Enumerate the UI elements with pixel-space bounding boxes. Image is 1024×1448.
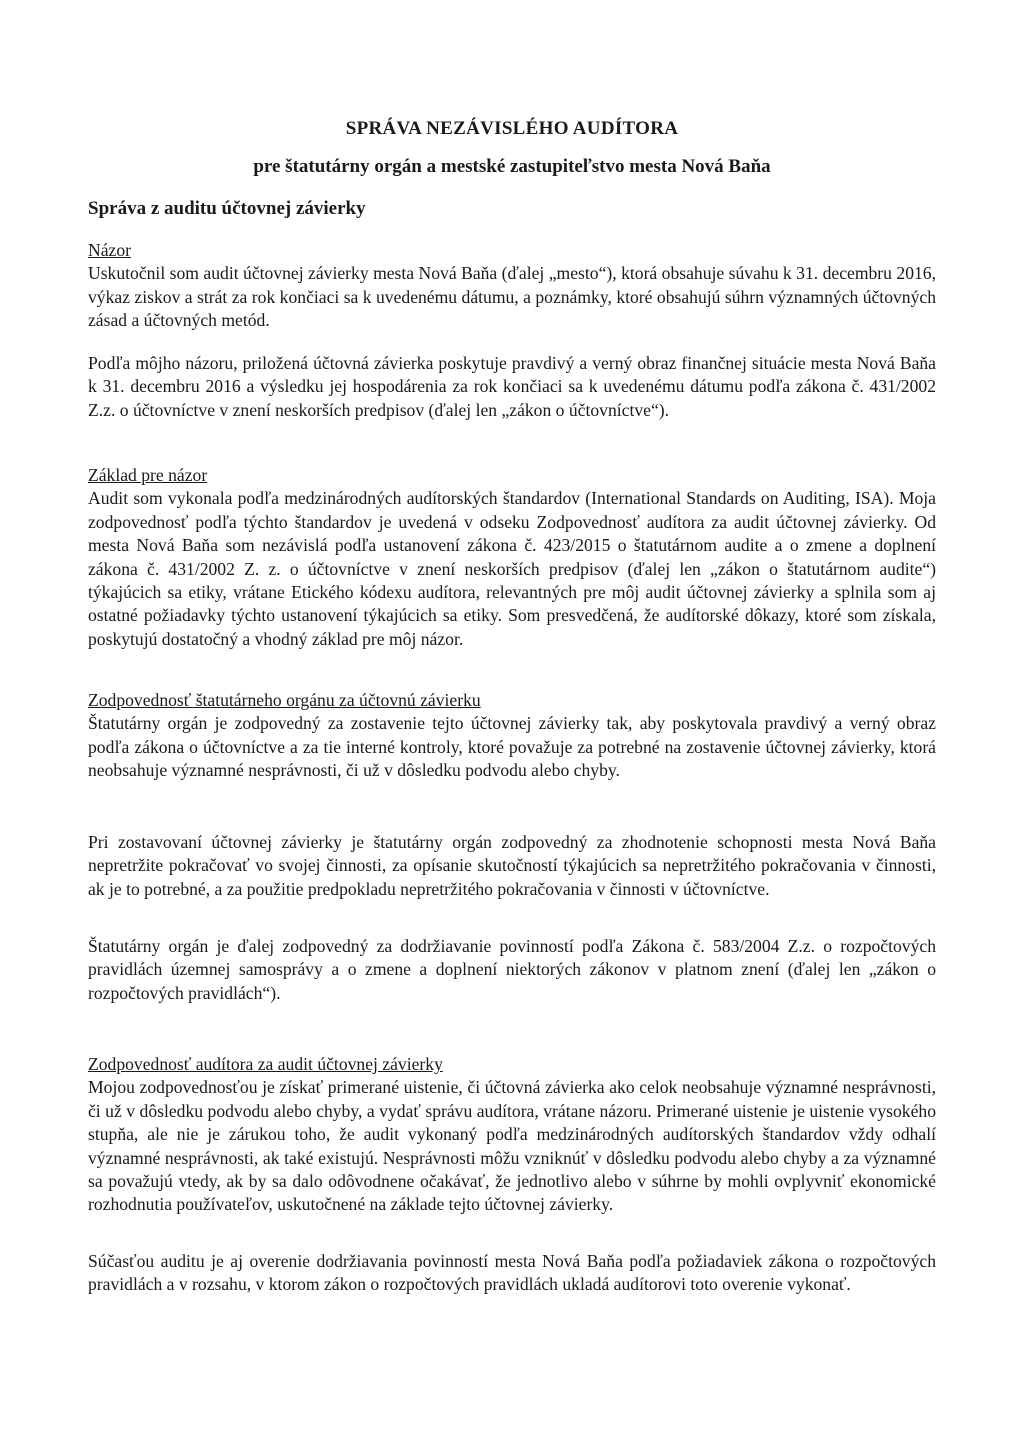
- opinion-heading: Názor: [88, 240, 131, 260]
- management-responsibility-paragraph-3: Štatutárny orgán je ďalej zodpovedný za dodržiavanie povinností podľa Zákona č. 583/2004 Z.z. o rozpočtových pravidlách územnej samosprávy a o zmene a doplnení niektorých zákonov v platnom znení (ďalej len „zákon o rozpočtových pravidlách“).: [88, 936, 936, 1003]
- auditor-responsibility-paragraph-1: Mojou zodpovednosťou je získať primerané uistenie, či účtovná závierka ako celok neobsahuje významné nesprávnosti, či už v dôsledku podvodu alebo chyby, a vydať správu audítora, vrátane názoru. Primerané uistenie je uistenie vysokého stupňa, ale nie je zárukou toho, že audit vykonaný podľa medzinárodných audítorských štandardov vždy odhalí významné nesprávnosti, ak také existujú. Nesprávnosti môžu vzniknúť v dôsledku podvodu alebo chyby a za významné sa považujú vtedy, ak by sa dalo odôvodnene očakávať, že jednotlivo alebo v súhrne by mohli ovplyvniť ekonomické rozhodnutia používateľov, uskutočnené na základe tejto účtovnej závierky.: [88, 1077, 936, 1215]
- opinion-paragraph-2-block: [88, 352, 936, 422]
- opinion-section: [88, 239, 936, 333]
- basis-heading: Základ pre názor: [88, 465, 208, 485]
- management-responsibility-section: [88, 689, 936, 783]
- auditor-responsibility-paragraph-2-block: [88, 1250, 936, 1297]
- opinion-paragraph-2: Podľa môjho názoru, priložená účtovná závierka poskytuje pravdivý a verný obraz finančnej situácie mesta Nová Baňa k 31. decembru 2016 a výsledku jej hospodárenia za rok končiaci sa k uvedenému dátumu podľa zákona č. 431/2002 Z.z. o účtovníctve v znení neskorších predpisov (ďalej len „zákon o účtovníctve“).: [88, 353, 936, 420]
- auditor-responsibility-paragraph-2: Súčasťou auditu je aj overenie dodržiavania povinností mesta Nová Baňa podľa požiadaviek zákona o rozpočtových pravidlách a v rozsahu, v ktorom zákon o rozpočtových pravidlách ukladá audítorovi toto overenie vykonať.: [88, 1251, 936, 1295]
- report-title: SPRÁVA NEZÁVISLÉHO AUDÍTORA: [345, 118, 679, 139]
- basis-paragraph-1: Audit som vykonala podľa medzinárodných audítorských štandardov (International Standards on Auditing, ISA). Moja zodpovednosť podľa týchto štandardov je uvedená v odseku Zodpovednosť audítora za audit účtovnej závierky. Od mesta Nová Baňa som nezávislá podľa ustanovení zákona č. 423/2015 o štatutárnom audite a o zmene a doplnení zákona č. 431/2002 Z. z. o účtovníctve v znení neskorších predpisov (ďalej len „zákon o štatutárnom audite“) týkajúcich sa etiky, vrátane Etického kódexu audítora, relevantných pre môj audit účtovnej závierky a splnila som aj ostatné požiadavky týchto ustanovení týkajúcich sa etiky. Som presvedčená, že audítorské dôkazy, ktoré som získala, poskytujú dostatočný a vhodný základ pre môj názor.: [88, 488, 936, 649]
- management-responsibility-paragraph-2: Pri zostavovaní účtovnej závierky je štatutárny orgán zodpovedný za zhodnotenie schopnosti mesta Nová Baňa nepretržite pokračovať vo svojej činnosti, za opísanie skutočností týkajúcich sa nepretržitého pokračovania v činnosti, ak je to potrebné, a za použitie predpokladu nepretržitého pokračovania v činnosti v účtovníctve.: [88, 832, 936, 899]
- management-responsibility-heading: Zodpovednosť štatutárneho orgánu za účtovnú závierku: [88, 690, 481, 710]
- management-responsibility-paragraph-1: Štatutárny orgán je zodpovedný za zostavenie tejto účtovnej závierky tak, aby poskytovala pravdivý a verný obraz podľa zákona o účtovníctve a za tie interné kontroly, ktoré považuje za potrebné na zostavenie účtovnej závierky, ktorá neobsahuje významné nesprávnosti, či už v dôsledku podvodu alebo chyby.: [88, 713, 936, 781]
- basis-section: [88, 464, 936, 651]
- management-responsibility-paragraph-2-block: [88, 831, 936, 901]
- section-title: Správa z auditu účtovnej závierky: [88, 198, 366, 219]
- management-responsibility-paragraph-3-block: [88, 935, 936, 1005]
- auditor-responsibility-heading: Zodpovednosť audítora za audit účtovnej závierky: [88, 1054, 443, 1074]
- opinion-paragraph-1: Uskutočnil som audit účtovnej závierky mesta Nová Baňa (ďalej „mesto“), ktorá obsahuje súvahu k 31. decembru 2016, výkaz ziskov a strát za rok končiaci sa k uvedenému dátumu, a poznámky, ktoré obsahujú súhrn významných účtovných zásad a účtovných metód.: [88, 263, 936, 331]
- report-subtitle: pre štatutárny orgán a mestské zastupiteľstvo mesta Nová Baňa: [253, 156, 771, 177]
- auditor-responsibility-section: [88, 1053, 936, 1217]
